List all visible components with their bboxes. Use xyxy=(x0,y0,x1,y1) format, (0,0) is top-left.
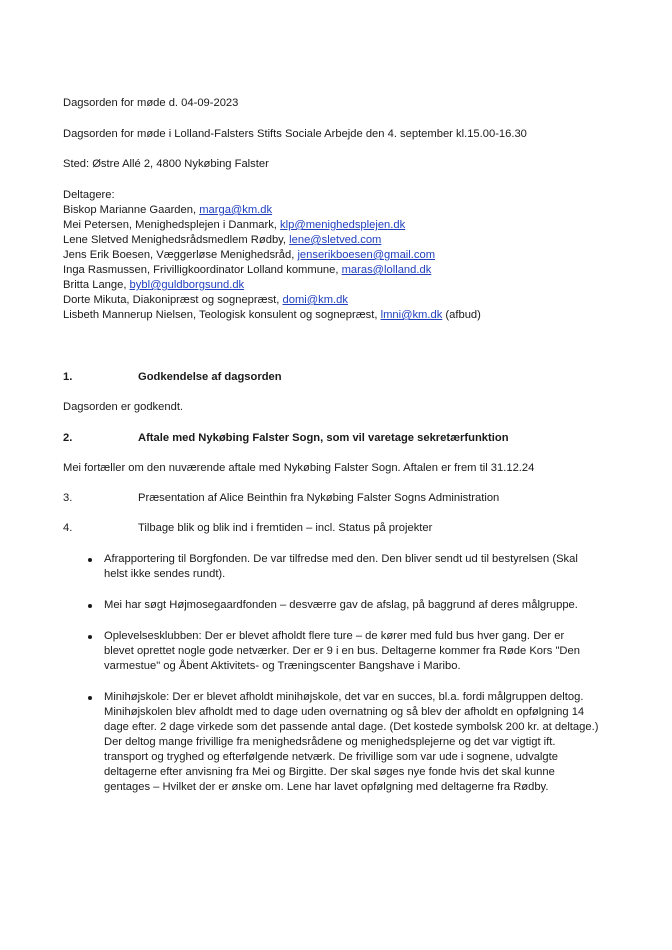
bullet-icon xyxy=(88,696,92,700)
bullet-line: varmestue" og Åbent Aktivitets- og Træningscenter Bangshave i Maribo. xyxy=(104,660,461,672)
bullet-line: deltagerne efter anvisning fra Mei og Birgitte. Der skal søges nye fonde hvis det skal kunne xyxy=(104,766,555,778)
participant-suffix: (afbud) xyxy=(442,309,481,321)
bullet-line: Minihøjskolen blev afholdt med to dage uden overnatning og så blev der afholdt en opfølgning 14 xyxy=(104,706,585,718)
meeting-subtitle: Dagsorden for møde i Lolland-Falsters Stifts Sociale Arbejde den 4. september kl.15.00-16.30 xyxy=(63,128,527,140)
participant-email-link[interactable]: klp@menighedsplejen.dk xyxy=(280,219,406,231)
agenda-item-body: Mei fortæller om den nuværende aftale med Nykøbing Falster Sogn. Aftalen er frem til 31.12.24 xyxy=(63,462,535,474)
agenda-item-title: Tilbage blik og blik ind i fremtiden – incl. Status på projekter xyxy=(138,522,433,534)
participant-text: Inga Rasmussen, Frivilligkoordinator Lolland kommune, xyxy=(63,264,342,276)
participant-line xyxy=(63,203,272,218)
agenda-item-number: 2. xyxy=(63,432,73,444)
agenda-item-number: 4. xyxy=(63,522,73,534)
participant-text: Mei Petersen, Menighedsplejen i Danmark, xyxy=(63,219,281,231)
agenda-item-title: Aftale med Nykøbing Falster Sogn, som vil varetage sekretærfunktion xyxy=(138,432,509,444)
participant-email-link[interactable]: maras@lolland.dk xyxy=(341,264,432,276)
agenda-item-title: Godkendelse af dagsorden xyxy=(138,371,282,383)
agenda-item-number: 1. xyxy=(63,371,73,383)
bullet-line: Oplevelsesklubben: Der er blevet afholdt flere ture – de kører med fuld bus hver gang. Der er xyxy=(104,630,565,642)
participant-email-link[interactable]: lmni@km.dk xyxy=(380,309,443,321)
bullet-line: Der deltog mange frivillige fra menighedsrådene og menighedsplejerne og det var vigtigt ift. xyxy=(104,736,556,748)
bullet-line: Minihøjskole: Der er blevet afholdt minihøjskole, det var en succes, bl.a. fordi målgruppen deltog. xyxy=(104,691,584,703)
bullet-line: helst ikke sendes rundt). xyxy=(104,568,226,580)
meeting-location: Sted: Østre Allé 2, 4800 Nykøbing Falster xyxy=(63,158,269,170)
agenda-item-body: Dagsorden er godkendt. xyxy=(63,401,184,413)
participant-text: Britta Lange, xyxy=(63,279,130,291)
bullet-icon xyxy=(88,558,92,562)
participant-line xyxy=(63,233,381,248)
bullet-line: blevet oprettet nogle gode netværker. Der er 9 i en bus. Deltagerne kommer fra Røde Kors "Den xyxy=(104,645,580,657)
bullet-icon xyxy=(88,604,92,608)
agenda-item-number: 3. xyxy=(63,492,73,504)
participant-email-link[interactable]: bybl@guldborgsund.dk xyxy=(129,279,245,291)
bullet-line: Mei har søgt Højmosegaardfonden – desværre gav de afslag, på baggrund af deres målgruppe. xyxy=(104,599,578,611)
participant-text: Dorte Mikuta, Diakonipræst og sognepræst, xyxy=(63,294,283,306)
bullet-icon xyxy=(88,635,92,639)
participant-text: Jens Erik Boesen, Væggerløse Menighedsråd, xyxy=(63,249,298,261)
bullet-line: Afrapportering til Borgfonden. De var tilfredse med den. Den bliver sendt ud til bestyrelsen (Skal xyxy=(104,553,578,565)
participant-email-link[interactable]: lene@sletved.com xyxy=(289,234,382,246)
participant-email-link[interactable]: marga@km.dk xyxy=(199,204,273,216)
participant-text: Lene Sletved Menighedsrådsmedlem Rødby, xyxy=(63,234,290,246)
participant-line xyxy=(63,248,435,263)
participant-email-link[interactable]: jenserikboesen@gmail.com xyxy=(297,249,436,261)
bullet-line: gentages – Hvilket der er ønske om. Lene har lavet opfølgning med deltagerne fra Rødby. xyxy=(104,781,549,793)
participant-text: Biskop Marianne Gaarden, xyxy=(63,204,200,216)
agenda-item-title: Præsentation af Alice Beinthin fra Nykøbing Falster Sogns Administration xyxy=(138,492,500,504)
document-title: Dagsorden for møde d. 04-09-2023 xyxy=(63,97,239,109)
participants-heading: Deltagere: xyxy=(63,189,115,201)
participant-line xyxy=(63,263,431,278)
participant-text: Lisbeth Mannerup Nielsen, Teologisk konsulent og sognepræst, xyxy=(63,309,381,321)
participant-line xyxy=(63,278,244,293)
participant-line xyxy=(63,308,481,323)
participant-line xyxy=(63,293,348,308)
bullet-line: dage efter. 2 dage virkede som det passende antal dage. (Det kostede symbolsk 200 kr. at deltage.) xyxy=(104,721,599,733)
participant-email-link[interactable]: domi@km.dk xyxy=(282,294,348,306)
participant-line xyxy=(63,218,405,233)
bullet-line: transport og tryghed og efterfølgende netværk. De frivillige som var ude i sognene, udvalgte xyxy=(104,751,558,763)
